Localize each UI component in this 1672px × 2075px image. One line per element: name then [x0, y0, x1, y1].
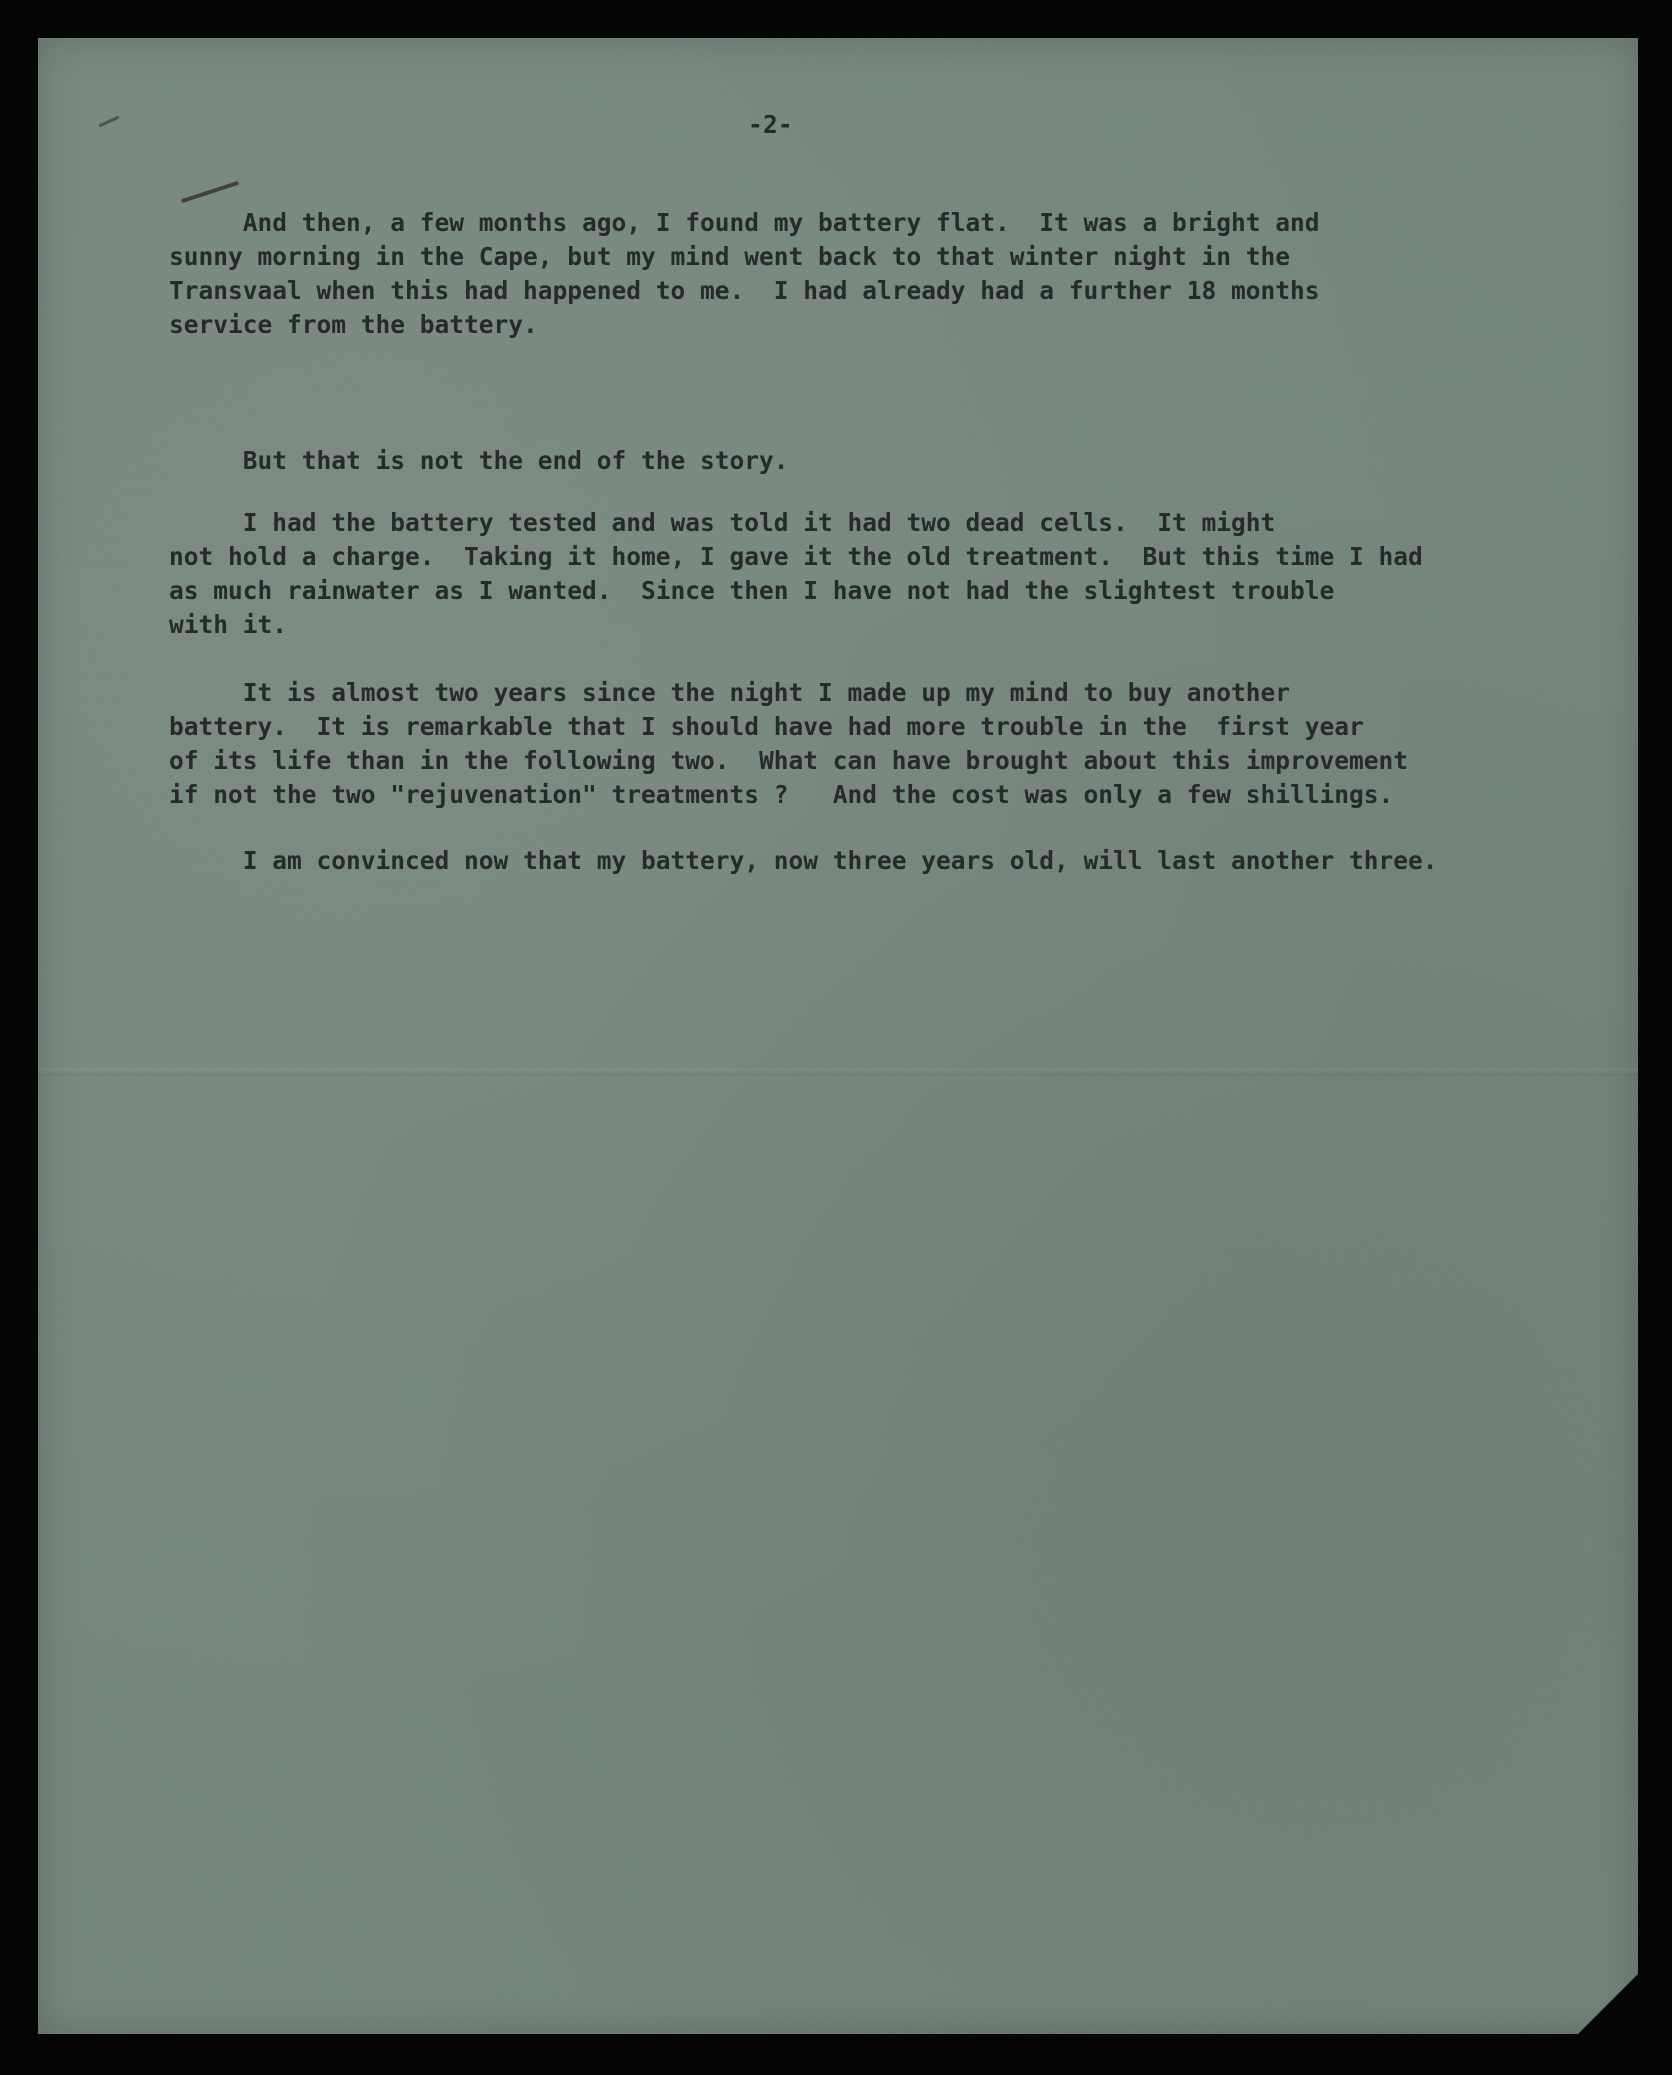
text-line: sunny morning in the Cape, but my mind went back to that winter night in the	[169, 242, 1291, 271]
text-line: if not the two "rejuvenation" treatments ? And the cost was only a few shillings.	[169, 780, 1394, 809]
text-line: with it.	[169, 610, 288, 639]
ink-smudge	[181, 181, 239, 203]
text-line: of its life than in the following two. What can have brought about this improvement	[169, 746, 1409, 775]
torn-corner	[1578, 1974, 1638, 2034]
text-line: Transvaal when this had happened to me. I had already had a further 18 months	[169, 276, 1320, 305]
text-line: And then, a few months ago, I found my battery flat. It was a bright and	[169, 208, 1320, 237]
text-line: I am convinced now that my battery, now three years old, will last another three.	[169, 846, 1438, 875]
text-line: service from the battery.	[169, 310, 538, 339]
paragraph	[169, 506, 1423, 642]
text-line: But that is not the end of the story.	[169, 446, 789, 475]
text-line: not hold a charge. Taking it home, I gave it the old treatment. But this time I had	[169, 542, 1423, 571]
text-line: I had the battery tested and was told it had two dead cells. It might	[169, 508, 1276, 537]
ink-smudge	[98, 115, 119, 127]
paragraph	[169, 676, 1408, 812]
paragraph	[169, 844, 1438, 878]
paper-fold-line	[38, 1068, 1638, 1076]
page-number: -2-	[748, 110, 793, 139]
text-line: as much rainwater as I wanted. Since then I have not had the slightest trouble	[169, 576, 1335, 605]
paragraph	[169, 444, 789, 478]
text-line: It is almost two years since the night I made up my mind to buy another	[169, 678, 1291, 707]
text-line: battery. It is remarkable that I should have had more trouble in the first year	[169, 712, 1364, 741]
paragraph	[169, 206, 1320, 342]
